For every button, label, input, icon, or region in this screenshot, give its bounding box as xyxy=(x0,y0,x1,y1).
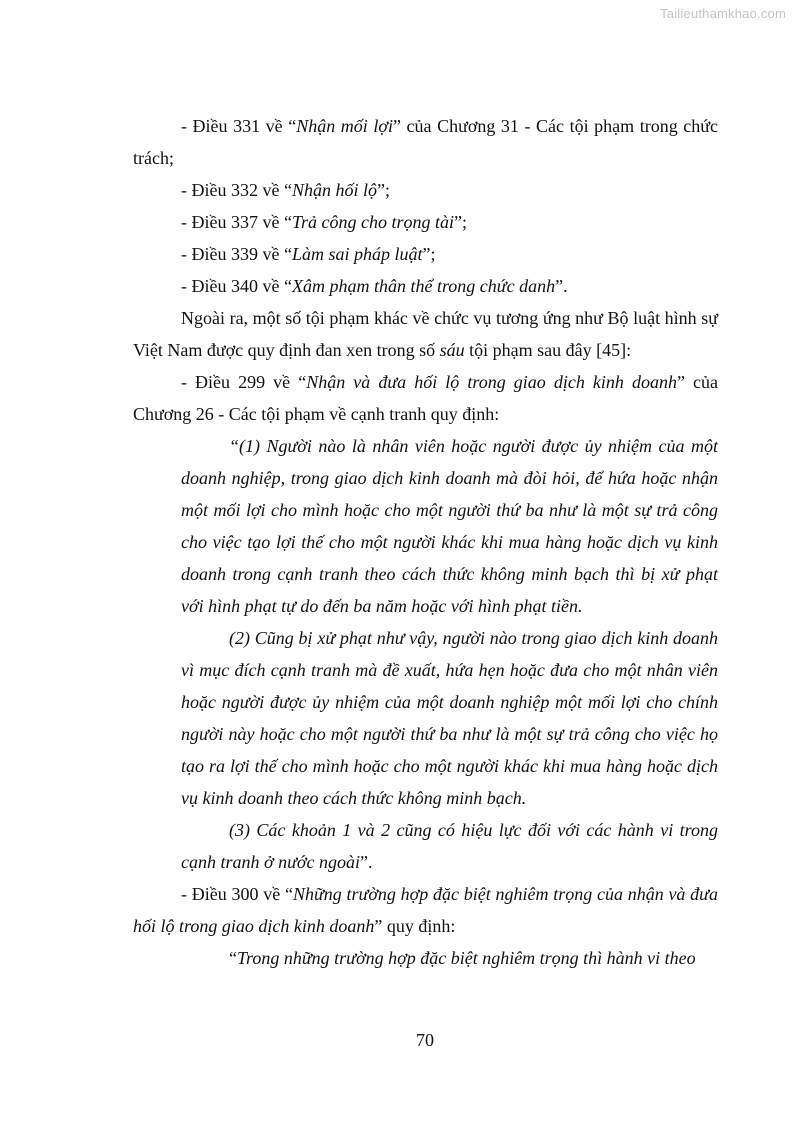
article-title: Nhận hối lộ xyxy=(291,180,377,200)
article-299-item: - Điều 299 về “Nhận và đưa hối lộ trong giao dịch kinh doanh” của Chương 26 - Các tội phạm về cạnh tranh quy định: xyxy=(133,372,719,424)
article-title: Xâm phạm thân thể trong chức danh xyxy=(291,276,556,296)
article-300-item: - Điều 300 về “Những trường hợp đặc biệt nghiêm trọng của nhận và đưa hối lộ trong giao dịch kinh doanh” quy định: xyxy=(133,884,718,936)
article-title: Làm sai pháp luật xyxy=(291,244,423,264)
intro-paragraph: Ngoài ra, một số tội phạm khác về chức vụ tương ứng như Bộ luật hình sự Việt Nam được quy định đan xen trong số sáu tội phạm sau đây [45]: xyxy=(133,308,718,360)
article-title: Trả công cho trọng tài xyxy=(291,212,454,232)
article-title: Nhận và đưa hối lộ trong giao dịch kinh doanh xyxy=(306,372,677,392)
page-number: 70 xyxy=(416,1030,434,1050)
document-body xyxy=(133,110,718,974)
article-337-item: - Điều 337 về “Trả công cho trọng tài”; xyxy=(181,212,467,232)
article-339-item: - Điều 339 về “Làm sai pháp luật”; xyxy=(181,244,436,264)
article-300-quote xyxy=(133,942,718,974)
watermark: Tailieuthamkhao.com xyxy=(660,6,786,21)
article-331-item: - Điều 331 về “Nhận mối lợi” của Chương 31 - Các tội phạm trong chức trách; xyxy=(133,116,718,168)
article-340-item: - Điều 340 về “Xâm phạm thân thể trong chức danh”. xyxy=(181,276,568,296)
quote-clause-2: (2) Cũng bị xử phạt như vậy, người nào trong giao dịch kinh doanh vì mục đích cạnh tranh mà đề xuất, hứa hẹn hoặc đưa cho một nhân viên hoặc người được ủy nhiệm của một doanh nghiệp một mối lợi cho chính người này hoặc cho một người thứ ba như là một sự trả công cho việc họ tạo ra lợi thế cho mình hoặc cho một người khác khi mua hàng hoặc dịch vụ kinh doanh theo cách thức không minh bạch. xyxy=(181,628,718,808)
article-332-item: - Điều 332 về “Nhận hối lộ”; xyxy=(181,180,390,200)
quote-text: “Trong những trường hợp đặc biệt nghiêm trọng thì hành vi theo xyxy=(229,948,696,968)
quote-clause-3: (3) Các khoản 1 và 2 cũng có hiệu lực đối với các hành vi trong cạnh tranh ở nước ngoài”. xyxy=(181,820,718,872)
article-299-quote xyxy=(133,430,718,878)
article-title: Những trường hợp đặc biệt nghiêm trọng của nhận và đưa hối lộ trong giao dịch kinh doanh xyxy=(133,884,718,936)
article-title: Nhận mối lợi xyxy=(296,116,393,136)
quote-clause-1: “(1) Người nào là nhân viên hoặc người được ủy nhiệm của một doanh nghiệp, trong giao dịch kinh doanh mà đòi hỏi, để hứa hoặc nhận một mối lợi cho mình hoặc cho một người thứ ba như là một sự trả công cho việc tạo lợi thế cho một người khác khi mua hàng hoặc dịch vụ kinh doanh trong cạnh tranh theo cách thức không minh bạch thì bị xử phạt với hình phạt tự do đến ba năm hoặc với hình phạt tiền. xyxy=(181,436,718,616)
